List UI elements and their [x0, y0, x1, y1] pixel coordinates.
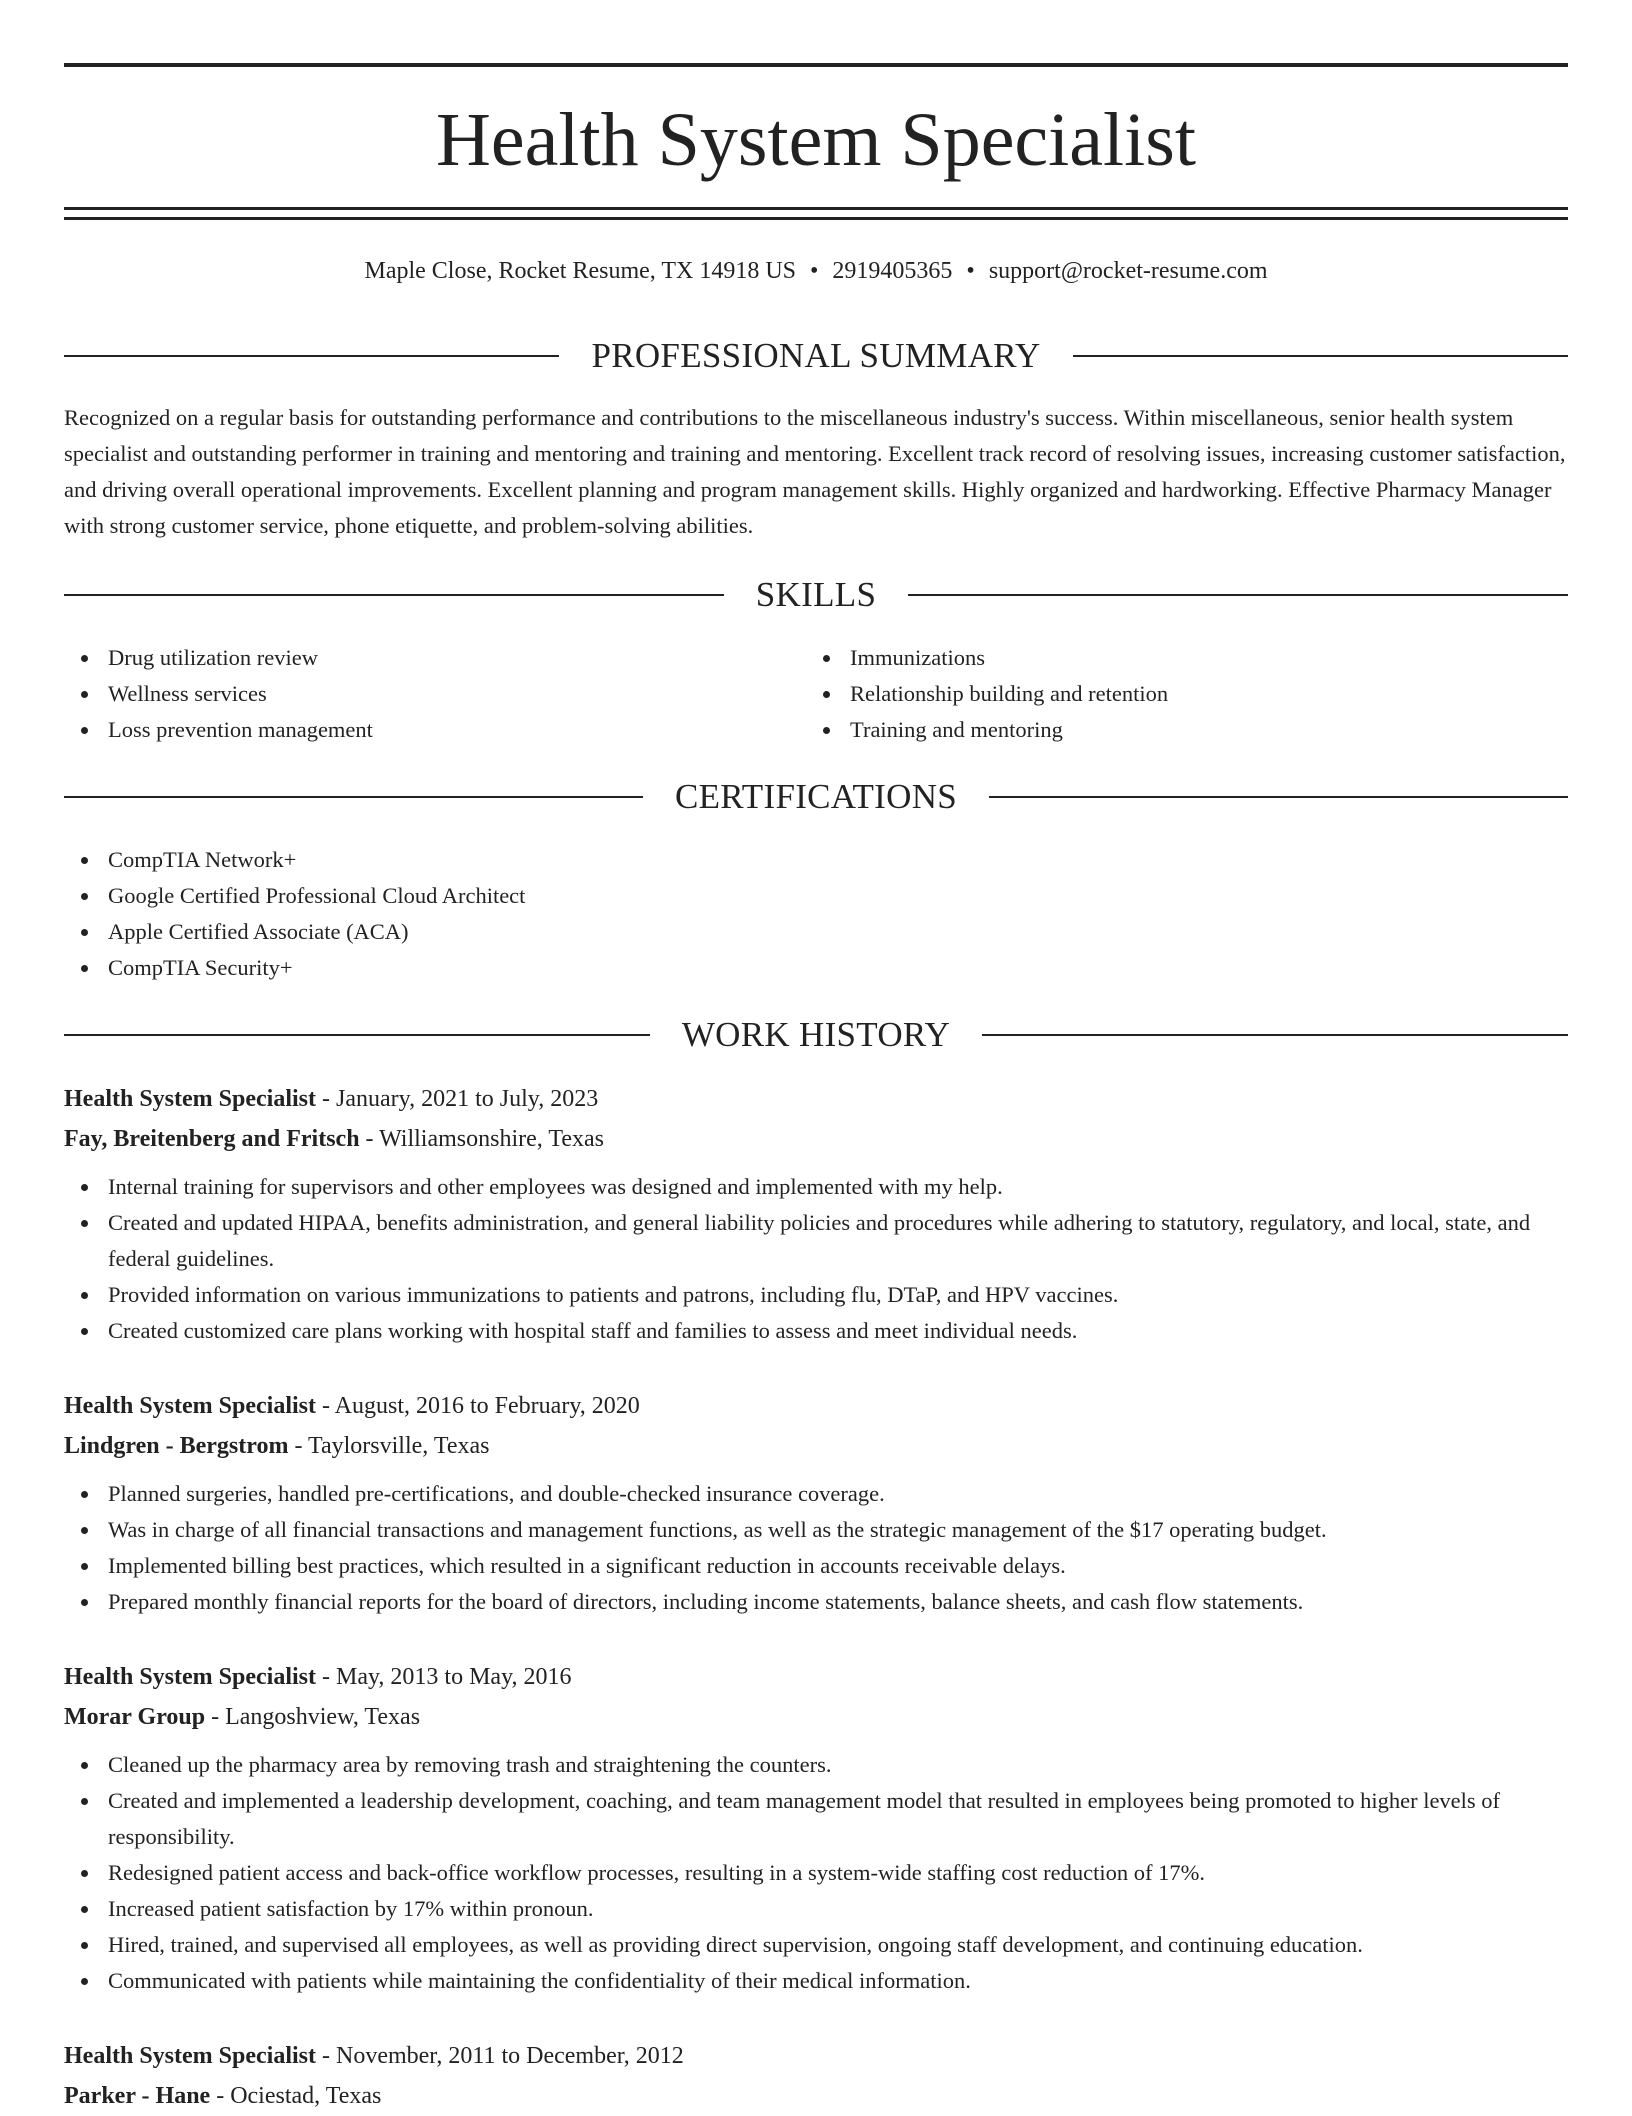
- job-company: Parker - Hane: [64, 2083, 211, 2109]
- summary-paragraph: Recognized on a regular basis for outstanding performance and contributions to the miscellaneous industry's success. Within miscellaneous, senior health system specialist and outstanding performer in training and mentoring and training and mentoring. Excellent track record of resolving issues, increasing customer satisfaction, and driving overall operational improvements. Excellent planning and program management skills. Highly organized and hardworking. Effective Pharmacy Manager with strong customer service, phone etiquette, and problem-solving abilities.: [64, 405, 1566, 538]
- job-dates: - May, 2013 to May, 2016: [316, 1664, 572, 1690]
- job-bullets: [64, 1476, 1568, 1620]
- certifications-heading-label: CERTIFICATIONS: [674, 777, 958, 816]
- heading-rule: [64, 355, 559, 357]
- job-company-line: [64, 1697, 1568, 1737]
- job-company: Lindgren - Bergstrom: [64, 1433, 289, 1459]
- certification-item: CompTIA Network+: [64, 842, 1568, 878]
- job-bullet: Cleaned up the pharmacy area by removing trash and straightening the counters.: [64, 1747, 1568, 1783]
- job-bullet: Increased patient satisfaction by 17% within pronoun.: [64, 1891, 1568, 1927]
- job-entry: [64, 1657, 1568, 1999]
- contact-separator: •: [810, 258, 819, 284]
- top-rule: [64, 63, 1568, 67]
- skill-item: Loss prevention management: [64, 712, 806, 748]
- heading-rule: [64, 1034, 650, 1036]
- job-bullet: Implemented billing best practices, which resulted in a significant reduction in accounts receivable delays.: [64, 1548, 1568, 1584]
- job-entry: [64, 2036, 1568, 2116]
- job-bullet: Redesigned patient access and back-office workflow processes, resulting in a system-wide staffing cost reduction of 17%.: [64, 1855, 1568, 1891]
- heading-rule: [1073, 355, 1568, 357]
- job-company-line: [64, 1426, 1568, 1466]
- job-bullets: [64, 1169, 1568, 1349]
- job-entry: [64, 1386, 1568, 1620]
- job-title-line: [64, 1079, 1568, 1119]
- skill-item: Immunizations: [806, 640, 1548, 676]
- job-dates: - November, 2011 to December, 2012: [316, 2043, 684, 2069]
- job-bullets: [64, 1747, 1568, 1999]
- job-company-line: [64, 1119, 1568, 1159]
- contact-address: Maple Close, Rocket Resume, TX 14918 US: [364, 258, 797, 284]
- heading-rule: [908, 594, 1568, 596]
- title-double-rule: [64, 207, 1568, 220]
- job-company-line: [64, 2076, 1568, 2116]
- job-entry: [64, 1079, 1568, 1349]
- job-dates: - August, 2016 to February, 2020: [316, 1393, 640, 1419]
- certification-item: Google Certified Professional Cloud Architect: [64, 878, 1568, 914]
- job-title: Health System Specialist: [64, 1086, 316, 1112]
- job-bullet: Planned surgeries, handled pre-certifications, and double-checked insurance coverage.: [64, 1476, 1568, 1512]
- job-title: Health System Specialist: [64, 1393, 316, 1419]
- skills-column-right: [806, 640, 1548, 748]
- job-location: - Williamsonshire, Texas: [359, 1126, 604, 1152]
- certification-item: Apple Certified Associate (ACA): [64, 914, 1568, 950]
- heading-rule: [982, 1034, 1568, 1036]
- job-bullet: Hired, trained, and supervised all employees, as well as providing direct supervision, ongoing staff development, and continuing education.: [64, 1927, 1568, 1963]
- job-bullet: Was in charge of all financial transactions and management functions, as well as the strategic management of the $17 operating budget.: [64, 1512, 1568, 1548]
- page-title: Health System Specialist: [436, 98, 1196, 182]
- job-bullet: Created and implemented a leadership development, coaching, and team management model that resulted in employees being promoted to higher levels of responsibility.: [64, 1783, 1568, 1855]
- job-company: Morar Group: [64, 1704, 206, 1730]
- job-bullet: Created and updated HIPAA, benefits administration, and general liability policies and procedures while adhering to statutory, regulatory, and local, state, and federal guidelines.: [64, 1205, 1568, 1277]
- job-dates: - January, 2021 to July, 2023: [316, 1086, 599, 1112]
- job-title: Health System Specialist: [64, 2043, 316, 2069]
- contact-email: support@rocket-resume.com: [988, 258, 1268, 284]
- certification-item: CompTIA Security+: [64, 950, 1568, 986]
- skills-heading-label: SKILLS: [755, 575, 877, 614]
- heading-rule: [64, 796, 643, 798]
- skill-item: Wellness services: [64, 676, 806, 712]
- certifications-heading: [64, 775, 1568, 819]
- skill-item: Relationship building and retention: [806, 676, 1548, 712]
- job-title: Health System Specialist: [64, 1664, 316, 1690]
- job-bullet: Internal training for supervisors and other employees was designed and implemented with my help.: [64, 1169, 1568, 1205]
- job-company: Fay, Breitenberg and Fritsch: [64, 1126, 360, 1152]
- certifications-list: [64, 842, 1568, 986]
- job-bullet: Communicated with patients while maintaining the confidentiality of their medical information.: [64, 1963, 1568, 1999]
- job-location: - Ociestad, Texas: [210, 2083, 382, 2109]
- contact-phone: 2919405365: [832, 258, 953, 284]
- contact-separator: •: [966, 258, 975, 284]
- skill-item: Training and mentoring: [806, 712, 1548, 748]
- summary-heading: [64, 334, 1568, 378]
- skills-list: [64, 640, 1568, 748]
- skill-item: Drug utilization review: [64, 640, 806, 676]
- skills-heading: [64, 573, 1568, 617]
- skills-column-left: [64, 640, 806, 748]
- job-title-line: [64, 1386, 1568, 1426]
- job-bullet: Provided information on various immunizations to patients and patrons, including flu, DTaP, and HPV vaccines.: [64, 1277, 1568, 1313]
- job-bullet: Created customized care plans working with hospital staff and families to assess and meet individual needs.: [64, 1313, 1568, 1349]
- summary-heading-label: PROFESSIONAL SUMMARY: [591, 336, 1041, 375]
- heading-rule: [64, 594, 724, 596]
- job-bullet: Prepared monthly financial reports for the board of directors, including income statements, balance sheets, and cash flow statements.: [64, 1584, 1568, 1620]
- work-history-heading: [64, 1013, 1568, 1057]
- heading-rule: [989, 796, 1568, 798]
- contact-line: [64, 256, 1568, 286]
- job-location: - Langoshview, Texas: [205, 1704, 421, 1730]
- job-title-line: [64, 2036, 1568, 2076]
- job-title-line: [64, 1657, 1568, 1697]
- work-history-heading-label: WORK HISTORY: [681, 1015, 951, 1054]
- job-location: - Taylorsville, Texas: [288, 1433, 490, 1459]
